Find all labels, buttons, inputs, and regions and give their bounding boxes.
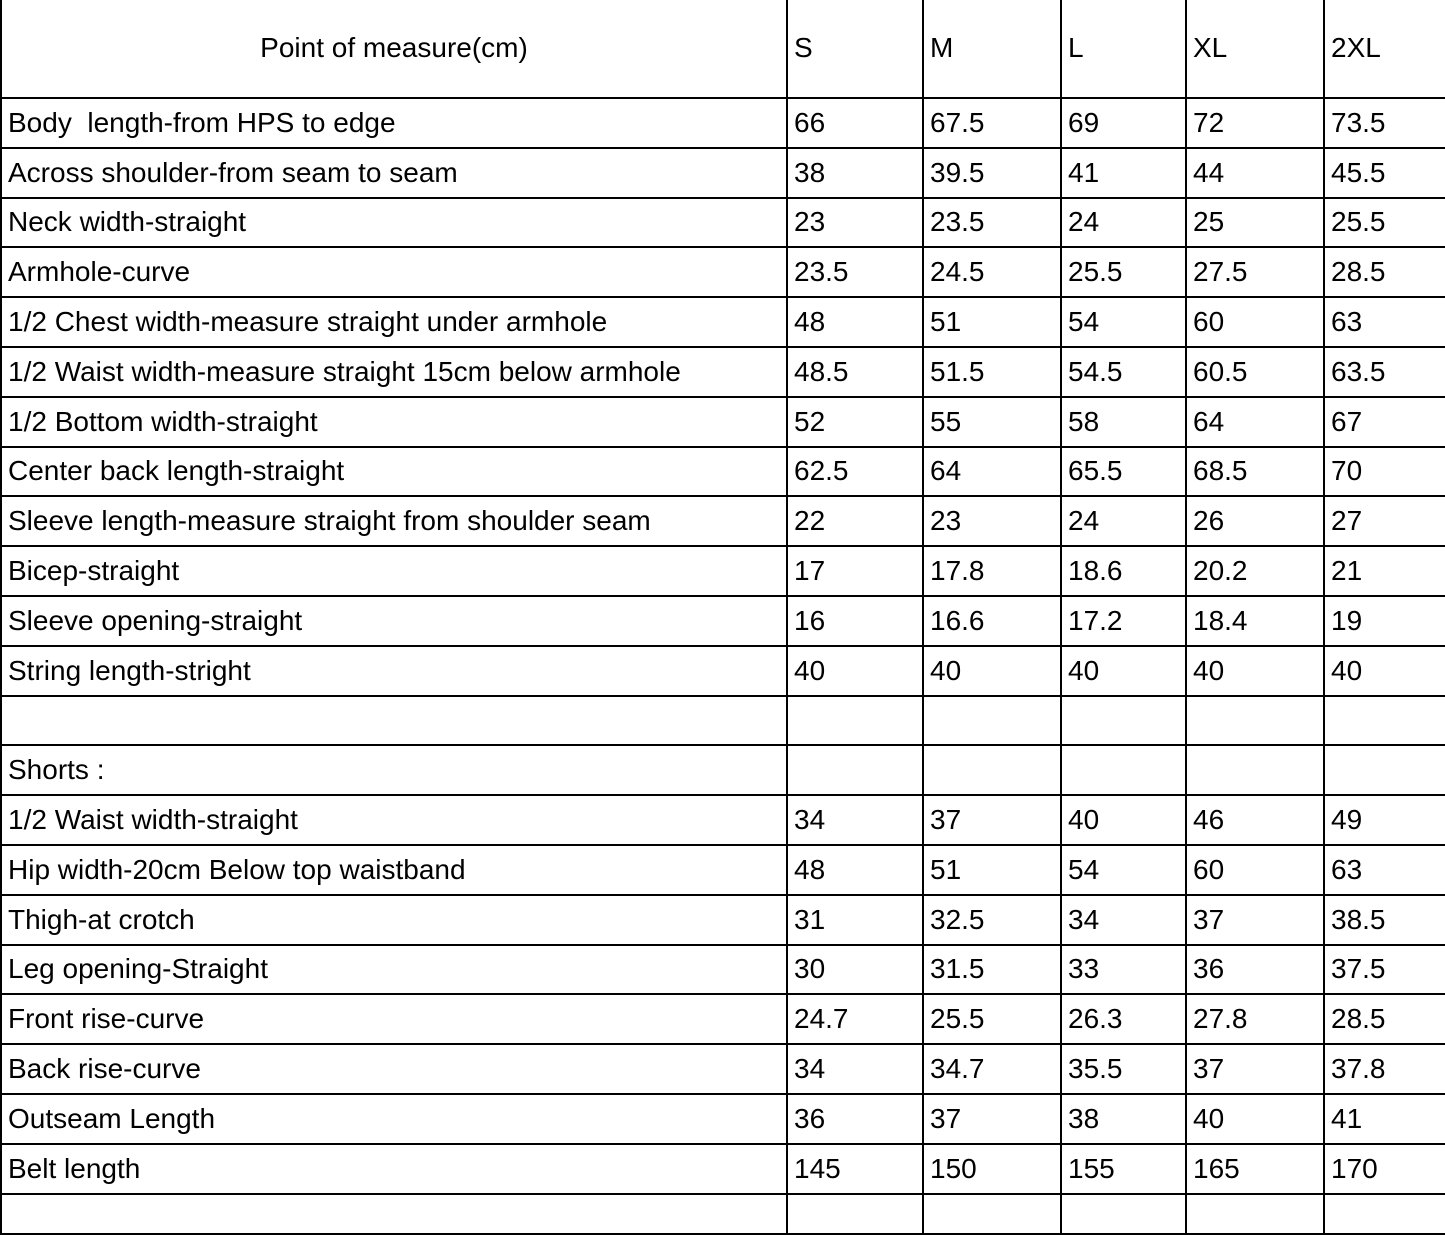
cell-value-m: 31.5	[923, 945, 1061, 995]
cell-value-l: 40	[1061, 646, 1186, 696]
cell-value-xl: 44	[1186, 148, 1324, 198]
cell-value-s	[787, 1194, 923, 1234]
cell-value-xl: 25	[1186, 198, 1324, 248]
table-row	[1, 1044, 1445, 1094]
header-size-l: L	[1061, 0, 1186, 98]
cell-value-m: 40	[923, 646, 1061, 696]
cell-value-xl: 37	[1186, 1044, 1324, 1094]
cell-value-s	[787, 696, 923, 746]
cell-value-xl: 60.5	[1186, 347, 1324, 397]
cell-value-s: 145	[787, 1144, 923, 1194]
cell-value-s: 62.5	[787, 447, 923, 497]
table-row	[1, 1144, 1445, 1194]
cell-value-s: 48.5	[787, 347, 923, 397]
row-label: Center back length-straight	[1, 447, 787, 497]
cell-value-m: 64	[923, 447, 1061, 497]
row-label: Leg opening-Straight	[1, 945, 787, 995]
cell-value-s: 23.5	[787, 247, 923, 297]
cell-value-s: 30	[787, 945, 923, 995]
cell-value-xl: 46	[1186, 795, 1324, 845]
table-row	[1, 247, 1445, 297]
cell-value-xl: 165	[1186, 1144, 1324, 1194]
cell-value-2xl: 38.5	[1324, 895, 1445, 945]
row-label: Thigh-at crotch	[1, 895, 787, 945]
row-label: 1/2 Chest width-measure straight under armhole	[1, 297, 787, 347]
cell-value-l: 54	[1061, 845, 1186, 895]
cell-value-l: 18.6	[1061, 546, 1186, 596]
cell-value-m: 17.8	[923, 546, 1061, 596]
row-label: Back rise-curve	[1, 1044, 787, 1094]
cell-value-2xl	[1324, 1194, 1445, 1234]
cell-value-m	[923, 696, 1061, 746]
cell-value-l: 34	[1061, 895, 1186, 945]
header-size-s: S	[787, 0, 923, 98]
cell-value-l: 35.5	[1061, 1044, 1186, 1094]
cell-value-l	[1061, 696, 1186, 746]
cell-value-2xl: 21	[1324, 546, 1445, 596]
cell-value-s: 48	[787, 297, 923, 347]
row-label	[1, 1194, 787, 1234]
header-row	[1, 0, 1445, 98]
cell-value-2xl: 25.5	[1324, 198, 1445, 248]
cell-value-xl	[1186, 745, 1324, 795]
row-label: Body length-from HPS to edge	[1, 98, 787, 148]
row-label: Front rise-curve	[1, 994, 787, 1044]
row-label: Shorts :	[1, 745, 787, 795]
cell-value-2xl: 45.5	[1324, 148, 1445, 198]
cell-value-2xl: 70	[1324, 447, 1445, 497]
cell-value-s: 34	[787, 1044, 923, 1094]
cell-value-s: 34	[787, 795, 923, 845]
cell-value-m: 37	[923, 795, 1061, 845]
cell-value-l: 40	[1061, 795, 1186, 845]
row-label: Bicep-straight	[1, 546, 787, 596]
cell-value-m: 23	[923, 496, 1061, 546]
cell-value-l: 58	[1061, 397, 1186, 447]
cell-value-s: 31	[787, 895, 923, 945]
cell-value-xl	[1186, 1194, 1324, 1234]
table-row	[1, 546, 1445, 596]
cell-value-2xl	[1324, 745, 1445, 795]
table-row	[1, 297, 1445, 347]
cell-value-l: 54.5	[1061, 347, 1186, 397]
row-label: String length-stright	[1, 646, 787, 696]
table-row	[1, 148, 1445, 198]
cell-value-xl: 40	[1186, 1094, 1324, 1144]
cell-value-2xl	[1324, 696, 1445, 746]
cell-value-s: 16	[787, 596, 923, 646]
cell-value-xl: 27.5	[1186, 247, 1324, 297]
cell-value-l: 17.2	[1061, 596, 1186, 646]
cell-value-l: 25.5	[1061, 247, 1186, 297]
cell-value-2xl: 63.5	[1324, 347, 1445, 397]
cell-value-l: 155	[1061, 1144, 1186, 1194]
table-row	[1, 198, 1445, 248]
cell-value-m: 51.5	[923, 347, 1061, 397]
cell-value-m: 51	[923, 297, 1061, 347]
table-row	[1, 447, 1445, 497]
cell-value-2xl: 73.5	[1324, 98, 1445, 148]
cell-value-m	[923, 745, 1061, 795]
cell-value-2xl: 63	[1324, 845, 1445, 895]
cell-value-xl: 64	[1186, 397, 1324, 447]
cell-value-l: 24	[1061, 496, 1186, 546]
cell-value-m: 51	[923, 845, 1061, 895]
cell-value-m	[923, 1194, 1061, 1234]
cell-value-m: 16.6	[923, 596, 1061, 646]
cell-value-l: 38	[1061, 1094, 1186, 1144]
table-row	[1, 696, 1445, 746]
cell-value-m: 34.7	[923, 1044, 1061, 1094]
cell-value-m: 37	[923, 1094, 1061, 1144]
cell-value-s: 24.7	[787, 994, 923, 1044]
table-row	[1, 845, 1445, 895]
cell-value-xl	[1186, 696, 1324, 746]
cell-value-l: 65.5	[1061, 447, 1186, 497]
cell-value-s: 23	[787, 198, 923, 248]
cell-value-xl: 26	[1186, 496, 1324, 546]
table-body	[1, 98, 1445, 1234]
cell-value-2xl: 37.5	[1324, 945, 1445, 995]
table-row	[1, 98, 1445, 148]
cell-value-l: 41	[1061, 148, 1186, 198]
cell-value-2xl: 19	[1324, 596, 1445, 646]
header-size-xl: XL	[1186, 0, 1324, 98]
cell-value-l	[1061, 745, 1186, 795]
cell-value-l	[1061, 1194, 1186, 1234]
table-row	[1, 1094, 1445, 1144]
cell-value-2xl: 40	[1324, 646, 1445, 696]
table-row	[1, 945, 1445, 995]
row-label: Neck width-straight	[1, 198, 787, 248]
header-point-of-measure: Point of measure(cm)	[1, 0, 787, 98]
header-size-2xl: 2XL	[1324, 0, 1445, 98]
cell-value-xl: 40	[1186, 646, 1324, 696]
cell-value-s: 52	[787, 397, 923, 447]
cell-value-2xl: 41	[1324, 1094, 1445, 1144]
row-label	[1, 696, 787, 746]
partial-row-clipped	[1, 1194, 1445, 1234]
row-label: 1/2 Waist width-measure straight 15cm below armhole	[1, 347, 787, 397]
row-label: Sleeve opening-straight	[1, 596, 787, 646]
cell-value-xl: 72	[1186, 98, 1324, 148]
cell-value-l: 24	[1061, 198, 1186, 248]
cell-value-2xl: 49	[1324, 795, 1445, 845]
cell-value-s: 22	[787, 496, 923, 546]
cell-value-s: 38	[787, 148, 923, 198]
cell-value-2xl: 37.8	[1324, 1044, 1445, 1094]
cell-value-xl: 60	[1186, 297, 1324, 347]
cell-value-l: 69	[1061, 98, 1186, 148]
table-row	[1, 397, 1445, 447]
cell-value-m: 25.5	[923, 994, 1061, 1044]
header-size-m: M	[923, 0, 1061, 98]
table-row	[1, 895, 1445, 945]
cell-value-s: 40	[787, 646, 923, 696]
cell-value-xl: 18.4	[1186, 596, 1324, 646]
row-label: 1/2 Waist width-straight	[1, 795, 787, 845]
cell-value-2xl: 63	[1324, 297, 1445, 347]
cell-value-xl: 60	[1186, 845, 1324, 895]
row-label: Armhole-curve	[1, 247, 787, 297]
cell-value-xl: 27.8	[1186, 994, 1324, 1044]
row-label: Sleeve length-measure straight from shoulder seam	[1, 496, 787, 546]
cell-value-m: 32.5	[923, 895, 1061, 945]
cell-value-m: 150	[923, 1144, 1061, 1194]
cell-value-s: 17	[787, 546, 923, 596]
cell-value-m: 67.5	[923, 98, 1061, 148]
table-row	[1, 496, 1445, 546]
table-row	[1, 745, 1445, 795]
cell-value-m: 55	[923, 397, 1061, 447]
table-row	[1, 795, 1445, 845]
cell-value-xl: 37	[1186, 895, 1324, 945]
row-label: Outseam Length	[1, 1094, 787, 1144]
cell-value-l: 33	[1061, 945, 1186, 995]
cell-value-s: 48	[787, 845, 923, 895]
cell-value-2xl: 67	[1324, 397, 1445, 447]
cell-value-l: 26.3	[1061, 994, 1186, 1044]
row-label: Across shoulder-from seam to seam	[1, 148, 787, 198]
table-row	[1, 596, 1445, 646]
cell-value-l: 54	[1061, 297, 1186, 347]
cell-value-m: 39.5	[923, 148, 1061, 198]
cell-value-xl: 20.2	[1186, 546, 1324, 596]
cell-value-2xl: 27	[1324, 496, 1445, 546]
row-label: Belt length	[1, 1144, 787, 1194]
cell-value-2xl: 170	[1324, 1144, 1445, 1194]
cell-value-2xl: 28.5	[1324, 247, 1445, 297]
cell-value-2xl: 28.5	[1324, 994, 1445, 1044]
row-label: Hip width-20cm Below top waistband	[1, 845, 787, 895]
cell-value-xl: 36	[1186, 945, 1324, 995]
table-row	[1, 994, 1445, 1044]
table-row	[1, 347, 1445, 397]
cell-value-xl: 68.5	[1186, 447, 1324, 497]
cell-value-s: 66	[787, 98, 923, 148]
cell-value-m: 23.5	[923, 198, 1061, 248]
cell-value-m: 24.5	[923, 247, 1061, 297]
row-label: 1/2 Bottom width-straight	[1, 397, 787, 447]
cell-value-s	[787, 745, 923, 795]
cell-value-s: 36	[787, 1094, 923, 1144]
table-row	[1, 646, 1445, 696]
